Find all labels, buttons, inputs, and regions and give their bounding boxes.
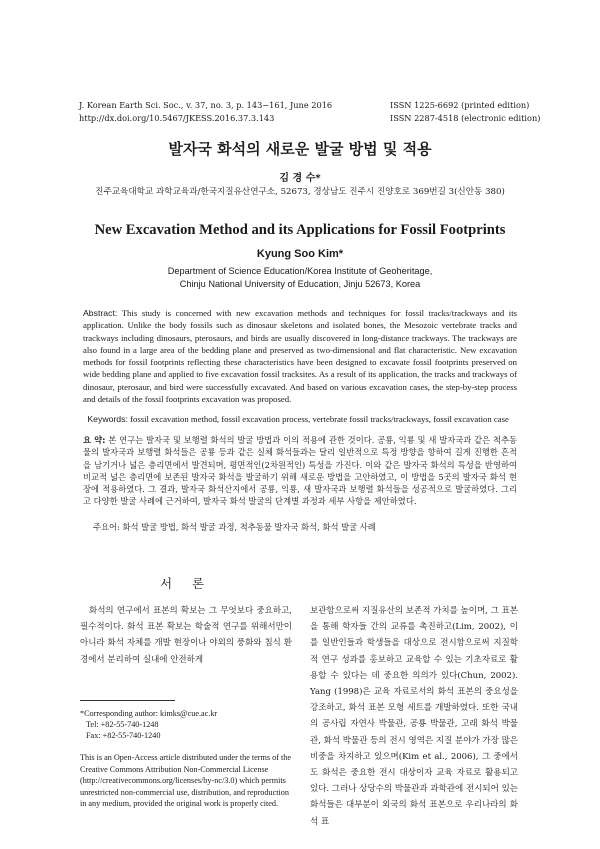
english-keywords — [83, 413, 517, 425]
korean-title: 발자국 화석의 새로운 발굴 방법 및 적용 — [168, 140, 432, 158]
intro-paragraph-right: 보관함으로써 지질유산의 보존적 가치를 높이며, 그 표본을 통해 학자들 간의 교류를 촉진하고(Lim, 2002), 이를 일반인들과 학생들을 대상으로 전시함으로써 지질학적 연구 성과를 홍보하고 교육할 수 있는 기초자료로 활용할 수 있다는 데 중요한 의의가 있다(Chun, 2002). Yang (1998)은 교육 자료로서의 화석 표본의 중요성을 강조하고, 화석 표본 모형 세트를 개발하였다. 또한 국내의 공사립 자연사 박물관, 공룡 박물관, 고래 화석 박물관, 화석 박물관 등의 전시 영역은 지질 분야가 가장 많은 비중을 차지하고 있으며(Kim et al., 2006), 그 중에서도 화석은 중요한 전시 대상이자 교육 자료로 활용되고 있다. 그러나 상당수의 박물관과 과학관에 전시되어 있는 화석들은 대부분이 외국의 화석 표본으로 우리나라의 화석 표 — [310, 606, 518, 827]
body-column-left — [80, 603, 292, 668]
korean-keywords-text: 화석 발굴 방법, 화석 발굴 과정, 척추동물 발자국 화석, 화석 발굴 사례 — [122, 522, 376, 532]
intro-paragraph-left: 화석의 연구에서 표본의 확보는 그 무엇보다 중요하고, 필수적이다. 화석 표본 확보는 학술적 연구를 위해서만이 아니라 화석 자체를 개발 현장이나 야외의 풍화와 침식 환경에서 분리하여 실내에 안전하게 — [80, 606, 292, 665]
footnote-divider — [80, 700, 175, 701]
korean-affiliation: 진주교육대학교 과학교육과/한국지질유산연구소, 52673, 경상남도 진주시 진양호로 369번길 3(신안동 380) — [95, 187, 505, 197]
corresponding-fax: Fax: +82-55-740-1240 — [86, 731, 161, 740]
affiliation-line-2: Chinju National University of Education, Jinju 52673, Korea — [179, 279, 421, 289]
issn-header — [390, 99, 540, 125]
body-column-right — [310, 603, 518, 830]
doi-link[interactable]: http://dx.doi.org/10.5467/JKESS.2016.37.3.143 — [79, 113, 275, 123]
issn-print: ISSN 1225-6692 (printed edition) — [390, 100, 530, 110]
affiliation-line-1: Department of Science Education/Korea Institute of Geoheritage, — [167, 266, 433, 276]
english-affiliation — [0, 265, 600, 291]
issn-electronic: ISSN 2287-4518 (electronic edition) — [390, 113, 541, 123]
english-title: New Excavation Method and its Applications for Fossil Footprints — [94, 222, 506, 238]
journal-header — [79, 99, 332, 125]
korean-abstract-text: 본 연구는 발자국 및 보행렬 화석의 발굴 방법과 이의 적용에 관한 것이다. 공룡, 익룡 및 새 발자국과 같은 척추동물의 발자국과 보행렬 화석들은 공룡 등과 같은 실체 화석들과는 달리 일반적으로 특정 방향을 향하여 길게 진행한 흔적을 남기거나 넓은 층리면에서 발견되며, 평면적인(2차원적인) 특성을 가진다. 이와 같은 발자국 화석의 특성을 반영하여 비교적 넓은 층리면에 보존된 발자국 화석을 발굴하기 위해 새로운 방법을 고안하였고, 이 방법을 5곳의 발자국 화석 현장에 적용하였다. 그 결과, 발자국 화석산지에서 공룡, 익룡, 새 발자국과 보행렬 화석들을 성공적으로 발굴하였다. 그리고 다양한 발굴 사례에 근거하여, 발자국 화석 발굴의 단계별 과정과 세부 사항을 제안하였다. — [83, 435, 517, 507]
corresponding-author-footnote — [80, 708, 295, 741]
abstract-label: Abstract: — [83, 308, 118, 318]
english-abstract — [83, 307, 517, 405]
abstract-text: This study is concerned with new excavation methods and techniques for fossil tracks/trackways and its application. Unlike the body fossils such as dinosaur skeletons and isolated bones, the Mesozoic vertebrate tracks and trackways including dinosaurs, pterosaurs, and birds are usually discovered in long-distance trackways. The trackways are also found in a large area of the bedding plane and preserved as two-dimensional and flat characteristic. New excavation methods for fossil footprints reflecting these characteristics have been designed to excavate fossil footprints preserved on wide bedding plane and applied to five excavation fossil tracksites. As a result of its application, the tracks and trackways of dinosaur, pterosaur, and bird were successfully excavated. And based on various excavation cases, the step-by-step process and details of the fossil footprints excavation was proposed. — [83, 308, 518, 405]
korean-abstract-label: 요 약: — [83, 435, 106, 445]
corresponding-tel: Tel: +82-55-740-1248 — [86, 720, 159, 729]
corresponding-email: *Corresponding author: kimks@cue.ac.kr — [80, 709, 218, 718]
korean-keywords — [93, 521, 517, 533]
section-heading-intro: 서 론 — [159, 576, 213, 591]
korean-abstract — [83, 434, 517, 508]
keywords-label: Keywords: — [87, 414, 128, 424]
korean-author: 김 경 수* — [279, 173, 321, 184]
keywords-text: fossil excavation method, fossil excavation process, vertebrate fossil tracks/trackways, fossil excavation case — [130, 414, 509, 424]
english-author: Kyung Soo Kim* — [256, 248, 344, 260]
license-footnote: This is an Open-Access article distributed under the terms of the Creative Commons Attribution Non-Commercial License (http://creativecommons.org/licenses/by-nc/3.0) which permits unrestricted non-commercial use, distribution, and reproduction in any medium, provided the original work is properly cited. — [80, 753, 291, 809]
journal-citation: J. Korean Earth Sci. Soc., v. 37, no. 3, p. 143−161, June 2016 — [79, 100, 333, 110]
korean-keywords-label: 주요어: — [93, 522, 120, 532]
